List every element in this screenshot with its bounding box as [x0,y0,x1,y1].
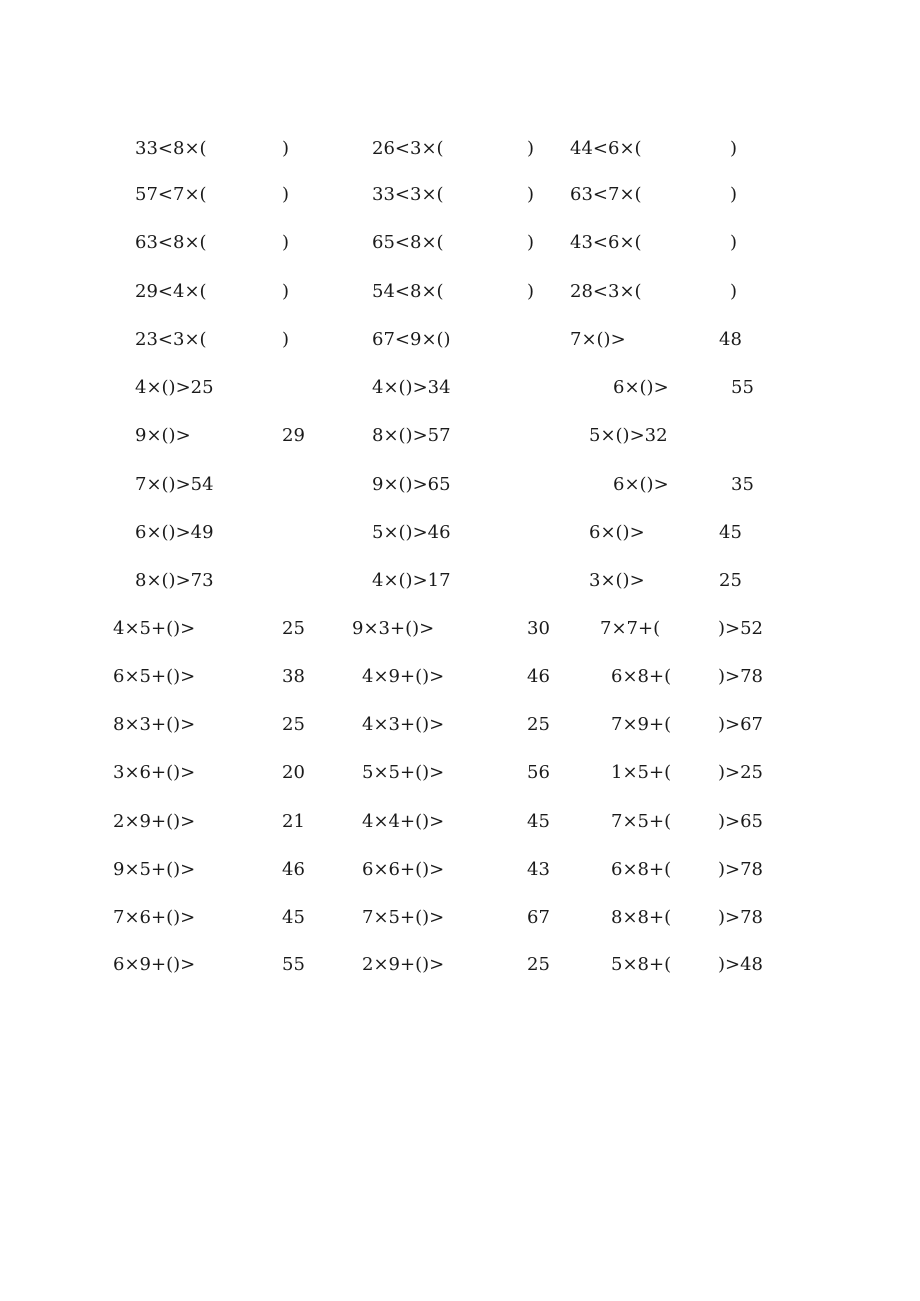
problem-text: 25 [719,570,742,591]
problem-text: 65<8×( [372,232,444,253]
worksheet-row [0,810,920,840]
problem-text: 55 [282,954,305,975]
problem-text: 6×5+()> [113,666,196,687]
problem-text: 8×3+()> [113,714,196,735]
problem-text: ) [527,281,535,302]
problem-text: 8×8+( [611,907,672,928]
problem-text: 4×3+()> [362,714,445,735]
problem-text: 20 [282,762,305,783]
problem-text: 48 [719,329,742,350]
problem-text: 2×9+()> [113,811,196,832]
problem-text: 8×()>57 [372,425,451,446]
problem-text: 29 [282,425,305,446]
worksheet-row [0,424,920,454]
problem-text: ) [282,329,290,350]
problem-text: ) [730,281,738,302]
problem-text: ) [282,281,290,302]
problem-text: 67 [527,907,550,928]
problem-text: )>48 [718,954,764,975]
problem-text: 29<4×( [135,281,207,302]
problem-text: ) [282,138,290,159]
problem-text: )>78 [718,859,764,880]
problem-text: 63<7×( [570,184,642,205]
problem-text: 7×5+()> [362,907,445,928]
problem-text: 4×()>17 [372,570,451,591]
problem-text: 4×()>34 [372,377,451,398]
problem-text: 4×4+()> [362,811,445,832]
problem-text: 57<7×( [135,184,207,205]
worksheet-row [0,231,920,261]
problem-text: 63<8×( [135,232,207,253]
problem-text: 3×6+()> [113,762,196,783]
worksheet-row [0,137,920,167]
problem-text: )>78 [718,666,764,687]
problem-text: 26<3×( [372,138,444,159]
problem-text: 4×5+()> [113,618,196,639]
worksheet-row [0,521,920,551]
problem-text: ) [730,138,738,159]
problem-text: 25 [282,618,305,639]
problem-text: 9×()>65 [372,474,451,495]
worksheet-row [0,473,920,503]
problem-text: 7×()> [570,329,626,350]
problem-text: ) [527,138,535,159]
problem-text: 7×9+( [611,714,672,735]
problem-text: ) [282,184,290,205]
problem-text: 1×5+( [611,762,672,783]
problem-text: 6×()> [613,377,669,398]
problem-text: 7×6+()> [113,907,196,928]
problem-text: 9×()> [135,425,191,446]
problem-text: 55 [731,377,754,398]
problem-text: 5×()>32 [589,425,668,446]
problem-text: 9×5+()> [113,859,196,880]
problem-text: 25 [527,714,550,735]
problem-text: 30 [527,618,550,639]
problem-text: 5×5+()> [362,762,445,783]
problem-text: 9×3+()> [352,618,435,639]
worksheet-row [0,569,920,599]
problem-text: 25 [527,954,550,975]
problem-text: 45 [719,522,742,543]
problem-text: 3×()> [589,570,645,591]
problem-text: 56 [527,762,550,783]
problem-text: 21 [282,811,305,832]
problem-text: 6×8+( [611,859,672,880]
problem-text: 25 [282,714,305,735]
problem-text: 43<6×( [570,232,642,253]
worksheet-row [0,376,920,406]
problem-text: 5×()>46 [372,522,451,543]
worksheet-row [0,280,920,310]
problem-text: 7×7+( [600,618,661,639]
problem-text: )>52 [718,618,764,639]
problem-text: ) [730,184,738,205]
problem-text: 5×8+( [611,954,672,975]
problem-text: 6×9+()> [113,954,196,975]
problem-text: ) [730,232,738,253]
problem-text: 33<3×( [372,184,444,205]
problem-text: 45 [282,907,305,928]
problem-text: 2×9+()> [362,954,445,975]
problem-text: 28<3×( [570,281,642,302]
problem-text: 23<3×( [135,329,207,350]
problem-text: ) [527,232,535,253]
problem-text: 54<8×( [372,281,444,302]
problem-text: 8×()>73 [135,570,214,591]
problem-text: 4×()>25 [135,377,214,398]
problem-text: )>65 [718,811,764,832]
worksheet-row [0,617,920,647]
problem-text: 6×()> [613,474,669,495]
worksheet-row [0,761,920,791]
problem-text: 6×8+( [611,666,672,687]
problem-text: 33<8×( [135,138,207,159]
problem-text: 44<6×( [570,138,642,159]
problem-text: 7×()>54 [135,474,214,495]
worksheet-row [0,906,920,936]
problem-text: 46 [282,859,305,880]
problem-text: )>25 [718,762,764,783]
problem-text: 45 [527,811,550,832]
problem-text: 6×6+()> [362,859,445,880]
problem-text: 43 [527,859,550,880]
problem-text: 67<9×() [372,329,451,350]
worksheet-row [0,665,920,695]
worksheet-row [0,328,920,358]
problem-text: 35 [731,474,754,495]
problem-text: ) [527,184,535,205]
problem-text: 6×()>49 [135,522,214,543]
problem-text: )>67 [718,714,764,735]
worksheet-row [0,183,920,213]
problem-text: )>78 [718,907,764,928]
problem-text: 38 [282,666,305,687]
worksheet-row [0,858,920,888]
problem-text: 6×()> [589,522,645,543]
problem-text: 7×5+( [611,811,672,832]
problem-text: 46 [527,666,550,687]
worksheet-row [0,713,920,743]
worksheet-row [0,953,920,983]
problem-text: 4×9+()> [362,666,445,687]
problem-text: ) [282,232,290,253]
